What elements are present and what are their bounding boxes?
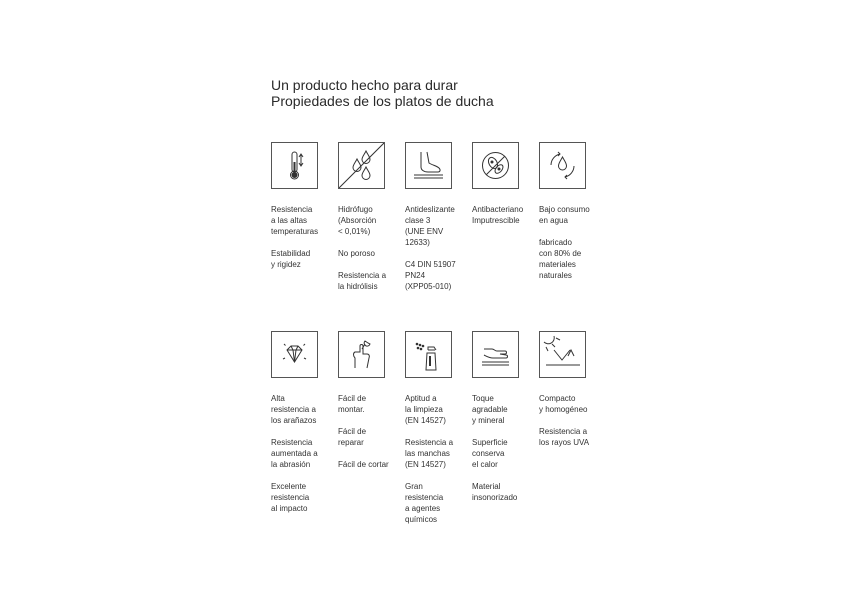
water-recycle-icon	[539, 142, 586, 189]
property-anti-slip	[405, 142, 467, 292]
property-line: C4 DIN 51907 PN24 (XPP05-010)	[405, 260, 456, 291]
property-low-water	[539, 142, 601, 281]
title-line-1: Un producto hecho para durar	[271, 77, 458, 93]
property-antibacterial	[472, 142, 534, 226]
property-easy-clean	[405, 331, 467, 525]
sun-uv-icon	[539, 331, 586, 378]
hand-wrench-icon	[338, 331, 385, 378]
property-line: Fácil de reparar	[338, 427, 367, 447]
property-line: Resistencia a los rayos UVA	[539, 427, 590, 447]
property-line: Hidrófugo (Absorción < 0,01%)	[338, 205, 377, 236]
property-text	[539, 204, 601, 281]
water-drops-icon	[338, 142, 385, 189]
property-text	[271, 393, 333, 514]
property-text	[338, 393, 400, 470]
property-line: Alta resistencia a los arañazos	[271, 394, 317, 425]
property-line: Excelente resistencia al impacto	[271, 482, 310, 513]
property-line: Resistencia aumentada a la abrasión	[271, 438, 318, 469]
property-line: Antideslizante clase 3 (UNE ENV 12633)	[405, 205, 455, 247]
page-title	[271, 77, 494, 109]
property-line: Toque agradable y mineral	[472, 394, 508, 425]
diamond-icon	[271, 331, 318, 378]
property-line: Bajo consumo en agua	[539, 205, 590, 225]
property-text	[539, 393, 601, 448]
thermometer-icon	[271, 142, 318, 189]
property-hydrophobic	[338, 142, 400, 292]
property-line: Fácil de cortar	[338, 460, 389, 469]
title-line-2: Propiedades de los platos de ducha	[271, 93, 494, 109]
property-line: Estabilidad y rigidez	[271, 249, 311, 269]
property-line: No poroso	[338, 249, 375, 258]
property-text	[405, 204, 467, 292]
property-line: Fácil de montar.	[338, 394, 367, 414]
property-line: Resistencia a las altas temperaturas	[271, 205, 319, 236]
property-text	[405, 393, 467, 525]
property-text	[472, 393, 534, 503]
property-text	[472, 204, 534, 226]
property-line: Antibacteriano Imputrescible	[472, 205, 524, 225]
property-line: Compacto y homogéneo	[539, 394, 588, 414]
property-text	[271, 204, 333, 270]
property-line: Resistencia a las manchas (EN 14527)	[405, 438, 454, 469]
bacteria-icon	[472, 142, 519, 189]
foot-icon	[405, 142, 452, 189]
hand-surface-icon	[472, 331, 519, 378]
property-uv-resistance	[539, 331, 601, 448]
property-text	[338, 204, 400, 292]
property-scratch-resistance	[271, 331, 333, 514]
property-line: fabricado con 80% de materiales naturales	[539, 238, 582, 280]
property-pleasant-touch	[472, 331, 534, 503]
property-line: Aptitud a la limpieza (EN 14527)	[405, 394, 446, 425]
property-heat-resistance	[271, 142, 333, 270]
property-line: Material insonorizado	[472, 482, 518, 502]
spray-bottle-icon	[405, 331, 452, 378]
property-line: Resistencia a la hidrólisis	[338, 271, 387, 291]
property-line: Gran resistencia a agentes químicos	[405, 482, 444, 524]
property-line: Superficie conserva el calor	[472, 438, 508, 469]
property-easy-install	[338, 331, 400, 470]
